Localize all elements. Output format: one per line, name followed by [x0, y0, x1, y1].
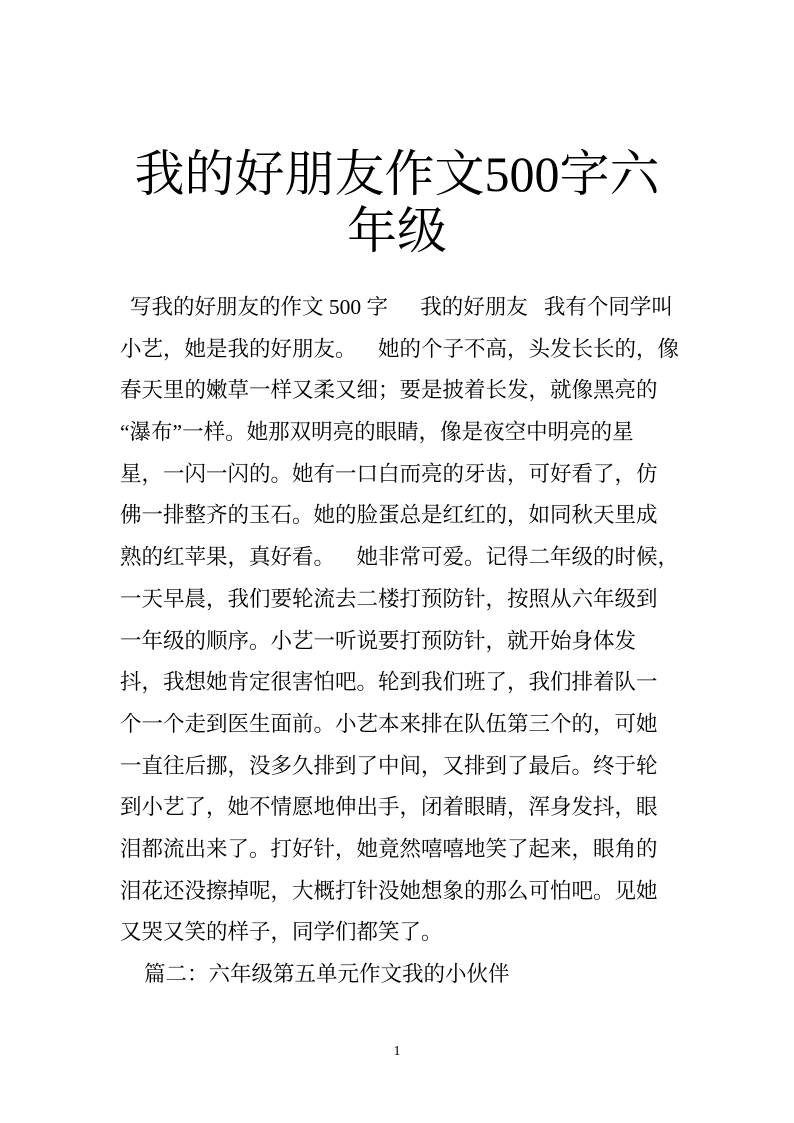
body-line: 熟的红苹果，真好看。 她非常可爱。记得二年级的时候， — [120, 545, 680, 570]
body-line: 泪花还没擦掉呢，大概打针没她想象的那么可怕吧。见她 — [120, 878, 658, 903]
body-line: 一天早晨，我们要轮流去二楼打预防针，按照从六年级到 — [120, 586, 658, 611]
body-line: 又哭又笑的样子，同学们都笑了。 — [120, 920, 443, 945]
page-number: 1 — [393, 1044, 401, 1059]
title-line-2: 年级 — [347, 203, 447, 259]
body-line: “瀑布”一样。她那双明亮的眼睛，像是夜空中明亮的星 — [120, 420, 634, 445]
body-paragraph — [120, 287, 720, 996]
body-line: 到小艺了，她不情愿地伸出手，闭着眼睛，浑身发抖，眼 — [120, 795, 658, 820]
title-line-1: 我的好朋友作文500字六 — [134, 146, 660, 202]
body-line: 泪都流出来了。打好针，她竟然嘻嘻地笑了起来，眼角的 — [120, 836, 658, 861]
body-line: 一直往后挪，没多久排到了中间，又排到了最后。终于轮 — [120, 753, 658, 778]
body-line: 写我的好朋友的作文 500 字 我的好朋友 我有个同学叫 — [130, 295, 673, 319]
body-line: 小艺，她是我的好朋友。 她的个子不高，头发长长的，像 — [120, 336, 680, 361]
document-title — [0, 146, 794, 260]
body-line: 抖，我想她肯定很害怕吧。轮到我们班了，我们排着队一 — [120, 670, 658, 695]
section-heading: 篇二：六年级第五单元作文我的小伙伴 — [144, 962, 510, 986]
body-line: 一年级的顺序。小艺一听说要打预防针，就开始身体发 — [120, 628, 637, 653]
body-line: 星，一闪一闪的。她有一口白而亮的牙齿，可好看了，仿 — [120, 461, 658, 486]
body-line: 个一个走到医生面前。小艺本来排在队伍第三个的，可她 — [120, 711, 658, 736]
body-line: 春天里的嫩草一样又柔又细；要是披着长发，就像黑亮的 — [120, 378, 658, 403]
body-line: 佛一排整齐的玉石。她的脸蛋总是红红的，如同秋天里成 — [120, 503, 658, 528]
